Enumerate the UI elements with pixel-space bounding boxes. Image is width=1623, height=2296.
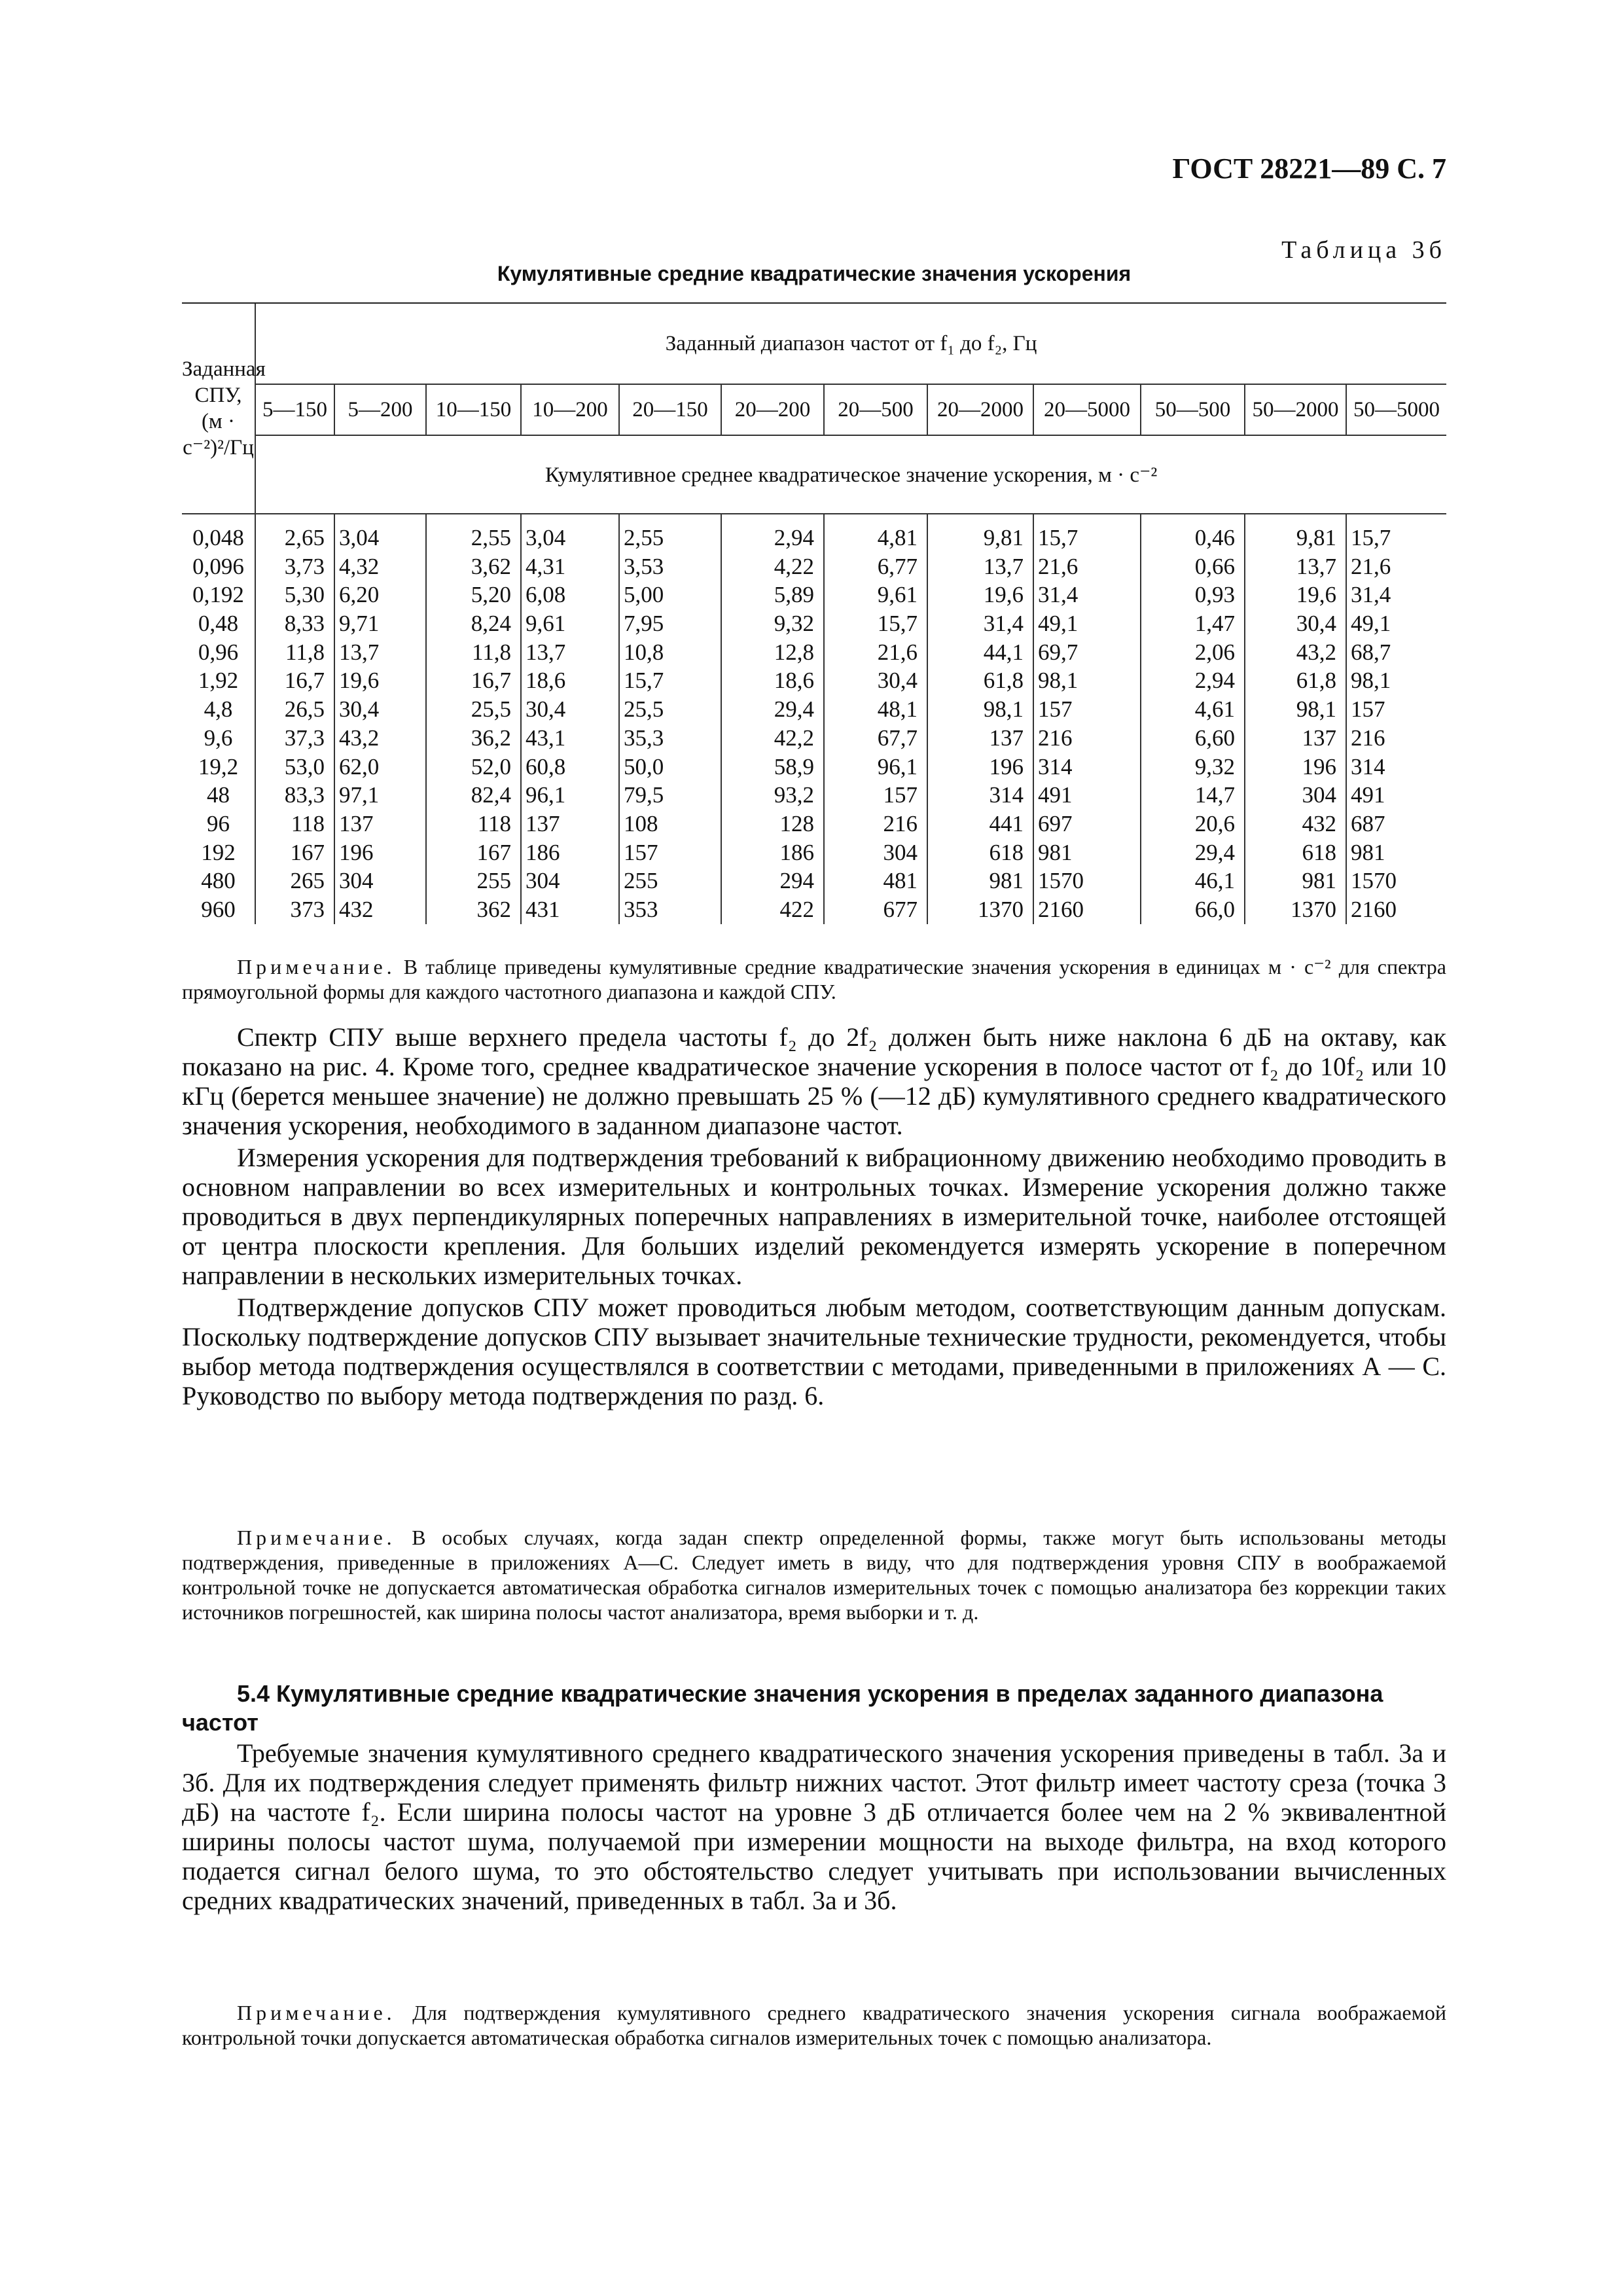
range-header-cell: 50—5000 <box>1346 384 1446 435</box>
table-cell: 31,4 <box>1351 582 1391 608</box>
table-cell: 441 <box>989 810 1024 836</box>
table-cell: 43,2 <box>339 725 380 751</box>
table-cell: 98,1 <box>1038 668 1079 694</box>
table-cell: 20,6 <box>1194 810 1235 836</box>
table-cell: 9,81 <box>983 525 1024 550</box>
spu-value: 19,2 <box>198 753 239 780</box>
table-cell: 432 <box>1302 810 1336 836</box>
range-header-cell: 5—200 <box>334 384 426 435</box>
section-5-4 <box>182 1679 1446 1915</box>
table-cell: 157 <box>1351 696 1385 723</box>
table-cell: 30,4 <box>339 696 380 723</box>
table-cell: 29,4 <box>774 696 814 723</box>
note-label: Примечание. <box>237 2001 396 2024</box>
table-cell: 981 <box>1302 868 1336 894</box>
table-cell: 3,04 <box>339 525 380 550</box>
table-cell: 96,1 <box>526 782 566 808</box>
value-column <box>255 514 334 924</box>
value-column <box>619 514 721 924</box>
table-cell: 304 <box>339 868 374 894</box>
table-cell: 53,0 <box>284 753 325 780</box>
table-cell: 93,2 <box>774 782 814 808</box>
value-column <box>1245 514 1346 924</box>
table-cell: 25,5 <box>624 696 664 723</box>
table-cell: 2160 <box>1038 896 1084 922</box>
table-cell: 68,7 <box>1351 639 1391 665</box>
value-column <box>721 514 824 924</box>
table-label: Таблица 3б <box>1281 236 1446 264</box>
table-cell: 137 <box>339 810 374 836</box>
table-cell: 981 <box>989 868 1024 894</box>
spu-header: Заданная СПУ, (м · с⁻²)²/Гц <box>182 303 255 514</box>
table-cell: 2,65 <box>284 525 325 550</box>
table-cell: 373 <box>290 896 325 922</box>
table-cell: 13,7 <box>339 639 380 665</box>
table-cell: 10,8 <box>624 639 664 665</box>
range-header-cell: 20—200 <box>721 384 824 435</box>
table-cell: 66,0 <box>1194 896 1235 922</box>
table-cell: 62,0 <box>339 753 380 780</box>
spu-value: 0,48 <box>198 611 239 637</box>
note-3 <box>182 2000 1446 2050</box>
spu-value: 48 <box>207 782 230 808</box>
table-cell: 4,32 <box>339 553 380 579</box>
spu-value: 960 <box>201 896 236 922</box>
table-cell: 118 <box>291 810 325 836</box>
table-cell: 67,7 <box>877 725 918 751</box>
table-cell: 61,8 <box>1296 668 1336 694</box>
table-cell: 304 <box>883 839 918 865</box>
table-cell: 5,00 <box>624 582 664 608</box>
table-cell: 19,6 <box>1296 582 1336 608</box>
spu-value: 1,92 <box>198 668 239 694</box>
table-cell: 216 <box>1038 725 1073 751</box>
table-cell: 15,7 <box>1351 525 1391 550</box>
table-cell: 61,8 <box>983 668 1024 694</box>
table-cell: 2,55 <box>471 525 511 550</box>
table-cell: 216 <box>1351 725 1385 751</box>
table-cell: 50,0 <box>624 753 664 780</box>
body-text <box>182 1022 1446 1410</box>
table-cell: 9,32 <box>1194 753 1235 780</box>
table-body-row <box>182 514 1446 924</box>
table-cell: 13,7 <box>526 639 566 665</box>
table-cell: 98,1 <box>983 696 1024 723</box>
page-header: ГОСТ 28221—89 С. 7 <box>1172 152 1446 185</box>
table-cell: 30,4 <box>1296 611 1336 637</box>
note-2 <box>182 1525 1446 1624</box>
value-column <box>521 514 619 924</box>
table-cell: 44,1 <box>983 639 1024 665</box>
table-cell: 18,6 <box>774 668 814 694</box>
spu-column <box>182 514 255 924</box>
range-header-cell: 50—2000 <box>1245 384 1346 435</box>
table-cell: 186 <box>779 839 814 865</box>
table-cell: 31,4 <box>983 611 1024 637</box>
note-label: Примечание. <box>237 1526 396 1549</box>
range-header-cell: 20—2000 <box>927 384 1033 435</box>
table-cell: 1370 <box>1291 896 1336 922</box>
table-cell: 196 <box>1302 753 1336 780</box>
range-header-row <box>182 384 1446 435</box>
paragraph: Спектр СПУ выше верхнего предела частоты f₂ до 2f₂ должен быть ниже наклона 6 дБ на октаву, как показано на рис. 4. Кроме того, среднее квадратическое значение ускорения в полосе частот от f₂ до 10f₂ или 10 кГц (берется меньшее значение) не должно превышать 25 % (—12 дБ) кумулятивного среднего квадратического значения ускорения, необходимого в заданном диапазоне частот. <box>182 1022 1446 1140</box>
table-cell: 15,7 <box>624 668 664 694</box>
table-cell: 13,7 <box>983 553 1024 579</box>
table-cell: 49,1 <box>1351 611 1391 637</box>
table-cell: 31,4 <box>1038 582 1079 608</box>
table-cell: 265 <box>290 868 325 894</box>
table-cell: 697 <box>1038 810 1073 836</box>
table-cell: 137 <box>526 810 560 836</box>
section-paragraph: Требуемые значения кумулятивного среднего квадратического значения ускорения приведены в табл. 3а и 3б. Для их подтверждения следует применять фильтр нижних частот. Этот фильтр имеет частоту среза (точка 3 дБ) на частоте f₂. Если ширина полосы частот на уровне 3 дБ отличается более чем на 2 % эквивалентной ширины полосы частот шума, получаемой при измерении мощности на выходе фильтра, на вход которого подается сигнал белого шума, то это обстоятельство следует учитывать при использовании вычисленных средних квадратических значений, приведенных в табл. 3а и 3б. <box>182 1738 1446 1915</box>
table-cell: 1570 <box>1351 868 1397 894</box>
table-cell: 255 <box>476 868 511 894</box>
spu-value: 0,096 <box>192 553 244 579</box>
spu-value: 0,048 <box>192 525 244 550</box>
spu-value: 96 <box>207 810 230 836</box>
value-column <box>334 514 426 924</box>
table-cell: 9,71 <box>339 611 380 637</box>
table-cell: 52,0 <box>471 753 511 780</box>
note-1 <box>182 954 1446 1004</box>
table-cell: 304 <box>526 868 560 894</box>
table-cell: 137 <box>989 725 1024 751</box>
table-cell: 25,5 <box>471 696 511 723</box>
table-cell: 0,46 <box>1194 525 1235 550</box>
table-cell: 6,60 <box>1194 725 1235 751</box>
range-header-cell: 20—150 <box>619 384 721 435</box>
value-column <box>1033 514 1141 924</box>
table-cell: 19,6 <box>339 668 380 694</box>
range-header-cell: 10—200 <box>521 384 619 435</box>
table-cell: 11,8 <box>285 639 325 665</box>
table-cell: 21,6 <box>1038 553 1079 579</box>
value-column <box>1141 514 1245 924</box>
table-cell: 79,5 <box>624 782 664 808</box>
table-cell: 29,4 <box>1194 839 1235 865</box>
spu-value: 0,192 <box>192 582 244 608</box>
table-cell: 9,61 <box>526 611 566 637</box>
table-cell: 167 <box>290 839 325 865</box>
table-cell: 96,1 <box>877 753 918 780</box>
table-cell: 69,7 <box>1038 639 1079 665</box>
table-cell: 196 <box>989 753 1024 780</box>
note-text: В таблице приведены кумулятивные средние квадратические значения ускорения в единицах м · с⁻² для спектра прямоугольной формы для каждого частотного диапазона и каждой СПУ. <box>182 955 1446 1003</box>
table-cell: 157 <box>624 839 658 865</box>
table-cell: 5,30 <box>284 582 325 608</box>
table-cell: 6,08 <box>526 582 566 608</box>
note-text: Для подтверждения кумулятивного среднего квадратического значения ускорения сигнала воображаемой контрольной точки допускается автоматическая обработка сигналов измерительных точек с помощью анализатора. <box>182 2001 1446 2049</box>
table-cell: 82,4 <box>471 782 511 808</box>
table-cell: 83,3 <box>284 782 325 808</box>
table-cell: 8,24 <box>471 611 511 637</box>
table-cell: 12,8 <box>774 639 814 665</box>
paragraph: Измерения ускорения для подтверждения требований к вибрационному движению необходимо проводить в основном направлении во всех измерительных и контрольных точках. Измерение ускорения должно также проводиться в двух перпендикулярных поперечных направлениях в измерительной точке, наиболее отстоящей от центра плоскости крепления. Для больших изделий рекомендуется измерять ускорение в поперечном направлении в нескольких измерительных точках. <box>182 1143 1446 1290</box>
table-cell: 60,8 <box>526 753 566 780</box>
table-cell: 13,7 <box>1296 553 1336 579</box>
range-header-cell: 10—150 <box>426 384 521 435</box>
table-cell: 128 <box>779 810 814 836</box>
table-cell: 294 <box>779 868 814 894</box>
table-cell: 2,94 <box>1194 668 1235 694</box>
value-column <box>426 514 521 924</box>
table-cell: 5,20 <box>471 582 511 608</box>
table-cell: 618 <box>1302 839 1336 865</box>
spu-value: 0,96 <box>198 639 239 665</box>
table-cell: 157 <box>883 782 918 808</box>
table-cell: 4,31 <box>526 553 566 579</box>
table-cell: 118 <box>477 810 511 836</box>
table-cell: 981 <box>1351 839 1385 865</box>
table-cell: 353 <box>624 896 658 922</box>
table-cell: 186 <box>526 839 560 865</box>
spu-value: 9,6 <box>204 725 233 751</box>
table-cell: 58,9 <box>774 753 814 780</box>
spu-value: 480 <box>201 868 236 894</box>
table-cell: 21,6 <box>1351 553 1391 579</box>
spu-value: 192 <box>201 839 236 865</box>
table-cell: 304 <box>1302 782 1336 808</box>
table-cell: 8,33 <box>284 611 325 637</box>
table-cell: 35,3 <box>624 725 664 751</box>
table-cell: 46,1 <box>1194 868 1235 894</box>
range-header-cell: 20—5000 <box>1033 384 1141 435</box>
table-cell: 157 <box>1038 696 1073 723</box>
table-cell: 216 <box>883 810 918 836</box>
value-column <box>824 514 927 924</box>
table-cell: 618 <box>989 839 1024 865</box>
table-cell: 3,04 <box>526 525 566 550</box>
range-header-cell: 5—150 <box>255 384 334 435</box>
table-cell: 431 <box>526 896 560 922</box>
table-cell: 19,6 <box>983 582 1024 608</box>
table-cell: 137 <box>1302 725 1336 751</box>
table-cell: 9,81 <box>1296 525 1336 550</box>
table-cell: 43,2 <box>1296 639 1336 665</box>
table-cell: 48,1 <box>877 696 918 723</box>
table-cell: 2160 <box>1351 896 1397 922</box>
table-cell: 16,7 <box>471 668 511 694</box>
table-cell: 14,7 <box>1194 782 1235 808</box>
table-cell: 687 <box>1351 810 1385 836</box>
table-cell: 0,93 <box>1194 582 1235 608</box>
table-cell: 491 <box>1351 782 1385 808</box>
table-cell: 97,1 <box>339 782 380 808</box>
table-cell: 3,53 <box>624 553 664 579</box>
table-cell: 11,8 <box>472 639 511 665</box>
note-text: В особых случаях, когда задан спектр определенной формы, также могут быть использованы методы подтверждения, приведенные в приложениях А—С. Следует иметь в виду, что для подтверждения уровня СПУ в воображаемой контрольной точке не допускается автоматическая обработка сигналов измерительных точек с помощью анализатора без коррекции таких источников погрешностей, как ширина полосы частот анализатора, время выборки и т. д. <box>182 1526 1446 1624</box>
note-label: Примечание. <box>237 955 396 978</box>
paragraph: Подтверждение допусков СПУ может проводиться любым методом, соответствующим данным допускам. Поскольку подтверждение допусков СПУ вызывает значительные технические трудности, рекомендуется, чтобы выбор метода подтверждения осуществлялся в соответствии с методами, приведенными в приложениях А — С. Руководство по выбору метода подтверждения по разд. 6. <box>182 1293 1446 1410</box>
table-cell: 677 <box>883 896 918 922</box>
table-cell: 1,47 <box>1194 611 1235 637</box>
table-cell: 362 <box>476 896 511 922</box>
value-column <box>927 514 1033 924</box>
table-cell: 196 <box>339 839 374 865</box>
table-cell: 30,4 <box>526 696 566 723</box>
table-cell: 6,20 <box>339 582 380 608</box>
table-cell: 9,32 <box>774 611 814 637</box>
table-cell: 1570 <box>1038 868 1084 894</box>
table-cell: 42,2 <box>774 725 814 751</box>
range-header-cell: 50—500 <box>1141 384 1245 435</box>
table-cell: 314 <box>1038 753 1073 780</box>
table-cell: 3,62 <box>471 553 511 579</box>
table-cell: 314 <box>1351 753 1385 780</box>
table-cell: 98,1 <box>1351 668 1391 694</box>
table-cell: 21,6 <box>877 639 918 665</box>
table-cell: 15,7 <box>877 611 918 637</box>
table-cell: 7,95 <box>624 611 664 637</box>
table-cell: 314 <box>989 782 1024 808</box>
table-cell: 422 <box>779 896 814 922</box>
table-cell: 15,7 <box>1038 525 1079 550</box>
table-cell: 2,06 <box>1194 639 1235 665</box>
table-cell: 481 <box>883 868 918 894</box>
table-cell: 108 <box>624 810 658 836</box>
table-cell: 167 <box>476 839 511 865</box>
table-cell: 4,61 <box>1194 696 1235 723</box>
table-cell: 491 <box>1038 782 1073 808</box>
table-cell: 26,5 <box>284 696 325 723</box>
table-cell: 9,61 <box>877 582 918 608</box>
table-cell: 0,66 <box>1194 553 1235 579</box>
acceleration-table <box>182 302 1446 924</box>
frequency-range-header: Заданный диапазон частот от f₁ до f₂, Гц <box>255 303 1446 384</box>
table-cell: 37,3 <box>284 725 325 751</box>
table-cell: 43,1 <box>526 725 566 751</box>
value-column <box>1346 514 1446 924</box>
table-cell: 5,89 <box>774 582 814 608</box>
table-cell: 255 <box>624 868 658 894</box>
spu-value: 4,8 <box>204 696 233 723</box>
table-cell: 49,1 <box>1038 611 1079 637</box>
section-title: 5.4 Кумулятивные средние квадратические значения ускорения в пределах заданного диапазона частот <box>182 1680 1383 1736</box>
table-cell: 30,4 <box>877 668 918 694</box>
table-title: Кумулятивные средние квадратические значения ускорения <box>497 262 1132 285</box>
table-cell: 3,73 <box>284 553 325 579</box>
table-cell: 2,55 <box>624 525 664 550</box>
table-cell: 2,94 <box>774 525 814 550</box>
table-cell: 6,77 <box>877 553 918 579</box>
range-header-cell: 20—500 <box>824 384 927 435</box>
table-cell: 18,6 <box>526 668 566 694</box>
table-cell: 36,2 <box>471 725 511 751</box>
table-cell: 98,1 <box>1296 696 1336 723</box>
table-cell: 1370 <box>978 896 1024 922</box>
table-cell: 16,7 <box>284 668 325 694</box>
table-cell: 981 <box>1038 839 1073 865</box>
table-cell: 432 <box>339 896 374 922</box>
table-cell: 4,22 <box>774 553 814 579</box>
table-cell: 4,81 <box>877 525 918 550</box>
value-header: Кумулятивное среднее квадратическое значение ускорения, м · с⁻² <box>255 435 1446 514</box>
